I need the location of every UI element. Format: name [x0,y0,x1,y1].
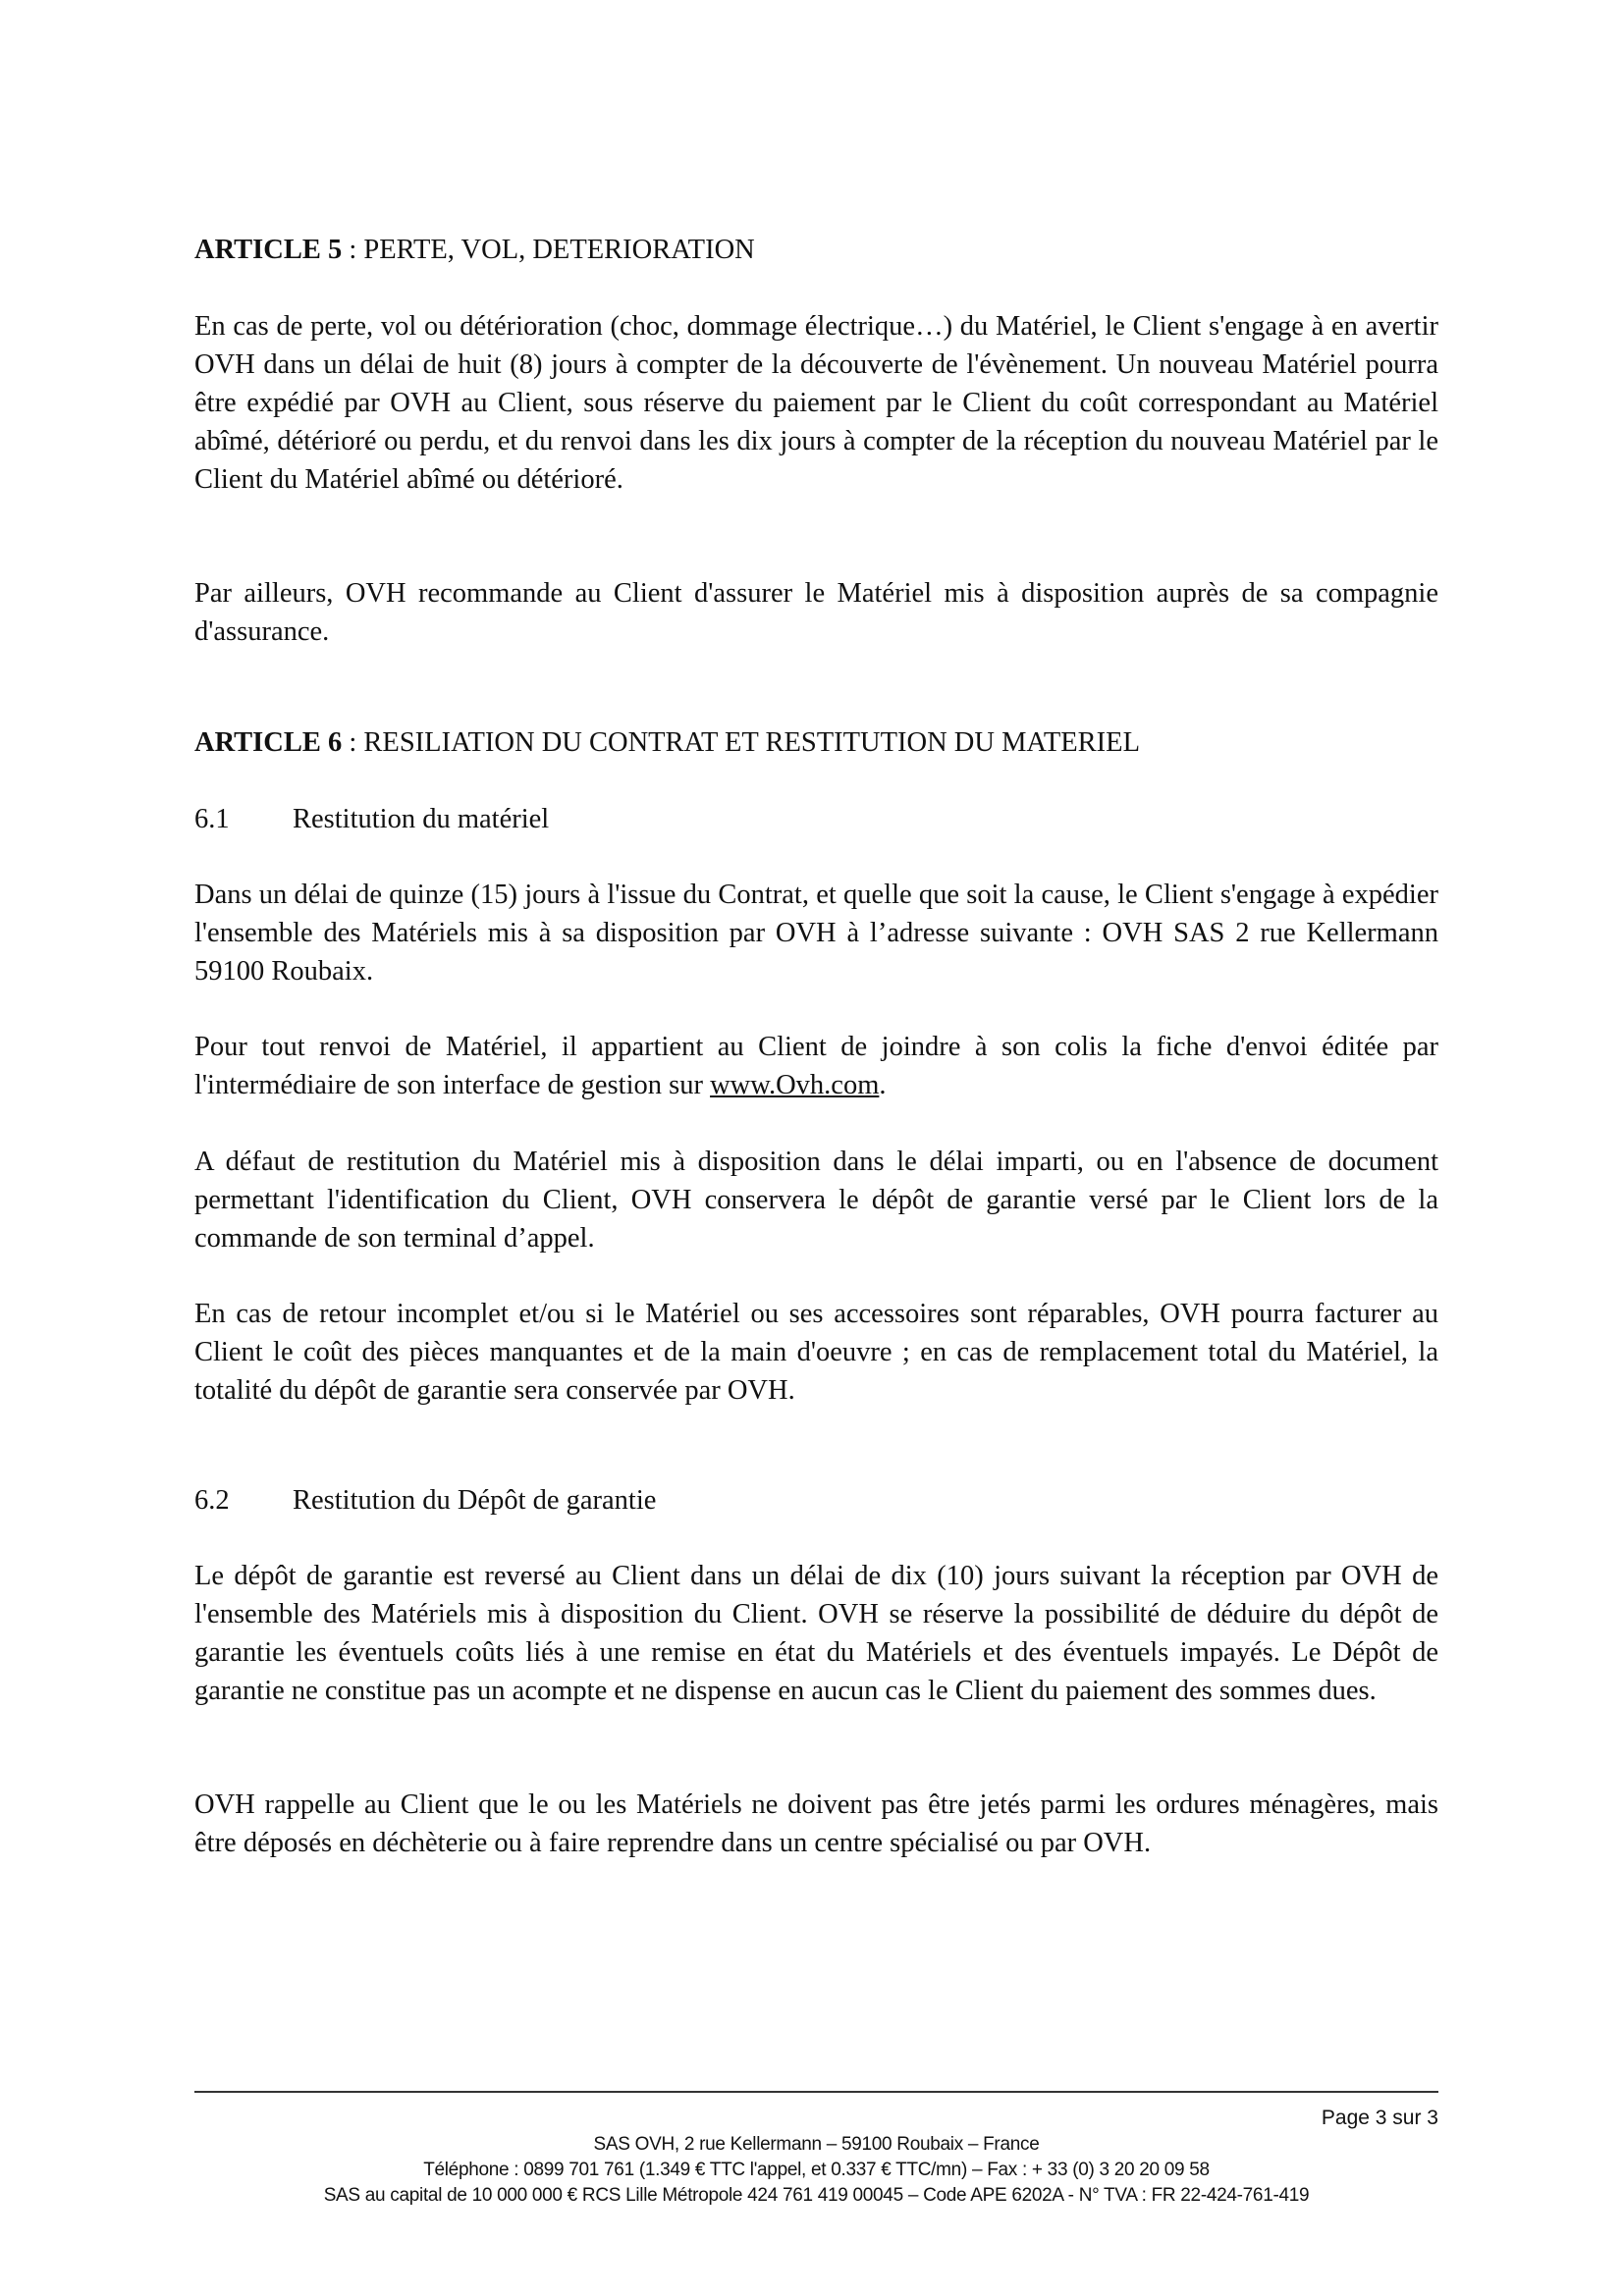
section-6-1-number: 6.1 [194,804,230,834]
article-6-title: : RESILIATION DU CONTRAT ET RESTITUTION DU MATERIEL [342,727,1140,758]
section-6-2-number: 6.2 [194,1485,230,1516]
article-5-paragraph-1: En cas de perte, vol ou détérioration (choc, dommage électrique…) du Matériel, le Client s'engage à en avertir OVH dans un délai de huit (8) jours à compter de la découverte de l'évènement. Un nouveau Matériel pourra être expédié par OVH au Client, sous réserve du paiement par le Client du coût correspondant au Matériel abîmé, détérioré ou perdu, et du renvoi dans les dix jours à compter de la réception du nouveau Matériel par le Client du Matériel abîmé ou détérioré. [194,311,1438,495]
article-5-heading [194,231,1438,269]
section-6-1-paragraph-4: En cas de retour incomplet et/ou si le Matériel ou ses accessoires sont réparables, OVH pourra facturer au Client le coût des pièces manquantes et de la main d'oeuvre ; en cas de remplacement total du Matériel, la totalité du dépôt de garantie sera conservée par OVH. [194,1299,1438,1406]
section-6-2-title: Restitution du Dépôt de garantie [293,1485,657,1516]
ovh-website-link[interactable]: www.Ovh.com [710,1070,880,1100]
footer-legal: SAS au capital de 10 000 000 € RCS Lille Métropole 424 761 419 00045 – Code APE 6202A - N° TVA : FR 22-424-761-419 [323,2185,1310,2206]
footer-address: SAS OVH, 2 rue Kellermann – 59100 Roubaix – France [593,2134,1040,2155]
article-5-title: : PERTE, VOL, DETERIORATION [342,235,755,265]
article-5-label: ARTICLE 5 [194,235,343,265]
footer-contact: Téléphone : 0899 701 761 (1.349 € TTC l'appel, et 0.337 € TTC/mn) – Fax : + 33 (0) 3 20 20 09 58 [423,2160,1210,2180]
paragraph-end: . [879,1070,887,1100]
footer-divider [194,2091,1438,2093]
section-6-2-paragraph-2: OVH rappelle au Client que le ou les Matériels ne doivent pas être jetés parmi les ordures ménagères, mais être déposés en déchèterie ou à faire reprendre dans un centre spécialisé ou par OVH. [194,1789,1438,1858]
section-6-2-paragraph-1: Le dépôt de garantie est reversé au Client dans un délai de dix (10) jours suivant la réception par OVH de l'ensemble des Matériels mis à disposition du Client. OVH se réserve la possibilité de déduire du dépôt de garantie les éventuels coûts liés à une remise en état du Matériels et des éventuels impayés. Le Dépôt de garantie ne constitue pas un acompte et ne dispense en aucun cas le Client du paiement des sommes dues. [194,1561,1438,1706]
section-6-1-paragraph-3: A défaut de restitution du Matériel mis à disposition dans le délai imparti, ou en l'absence de document permettant l'identification du Client, OVH conservera le dépôt de garantie versé par le Client lors de la commande de son terminal d’appel. [194,1147,1438,1254]
page-number: Page 3 sur 3 [1321,2107,1438,2129]
section-6-1-paragraph-2 [194,1028,1438,1104]
section-6-1-heading [194,800,1438,838]
paragraph-text: Pour tout renvoi de Matériel, il appartient au Client de joindre à son colis la fiche d'envoi éditée par l'intermédiaire de son interface de gestion sur [194,1032,1438,1100]
section-6-1-title: Restitution du matériel [293,804,550,834]
article-5-paragraph-2: Par ailleurs, OVH recommande au Client d'assurer le Matériel mis à disposition auprès de sa compagnie d'assurance. [194,578,1438,647]
article-6-heading [194,723,1438,762]
section-6-1-paragraph-1: Dans un délai de quinze (15) jours à l'issue du Contrat, et quelle que soit la cause, le Client s'engage à expédier l'ensemble des Matériels mis à sa disposition par OVH à l’adresse suivante : OVH SAS 2 rue Kellermann 59100 Roubaix. [194,880,1438,987]
section-6-2-heading [194,1481,1438,1520]
article-6-label: ARTICLE 6 [194,727,343,758]
